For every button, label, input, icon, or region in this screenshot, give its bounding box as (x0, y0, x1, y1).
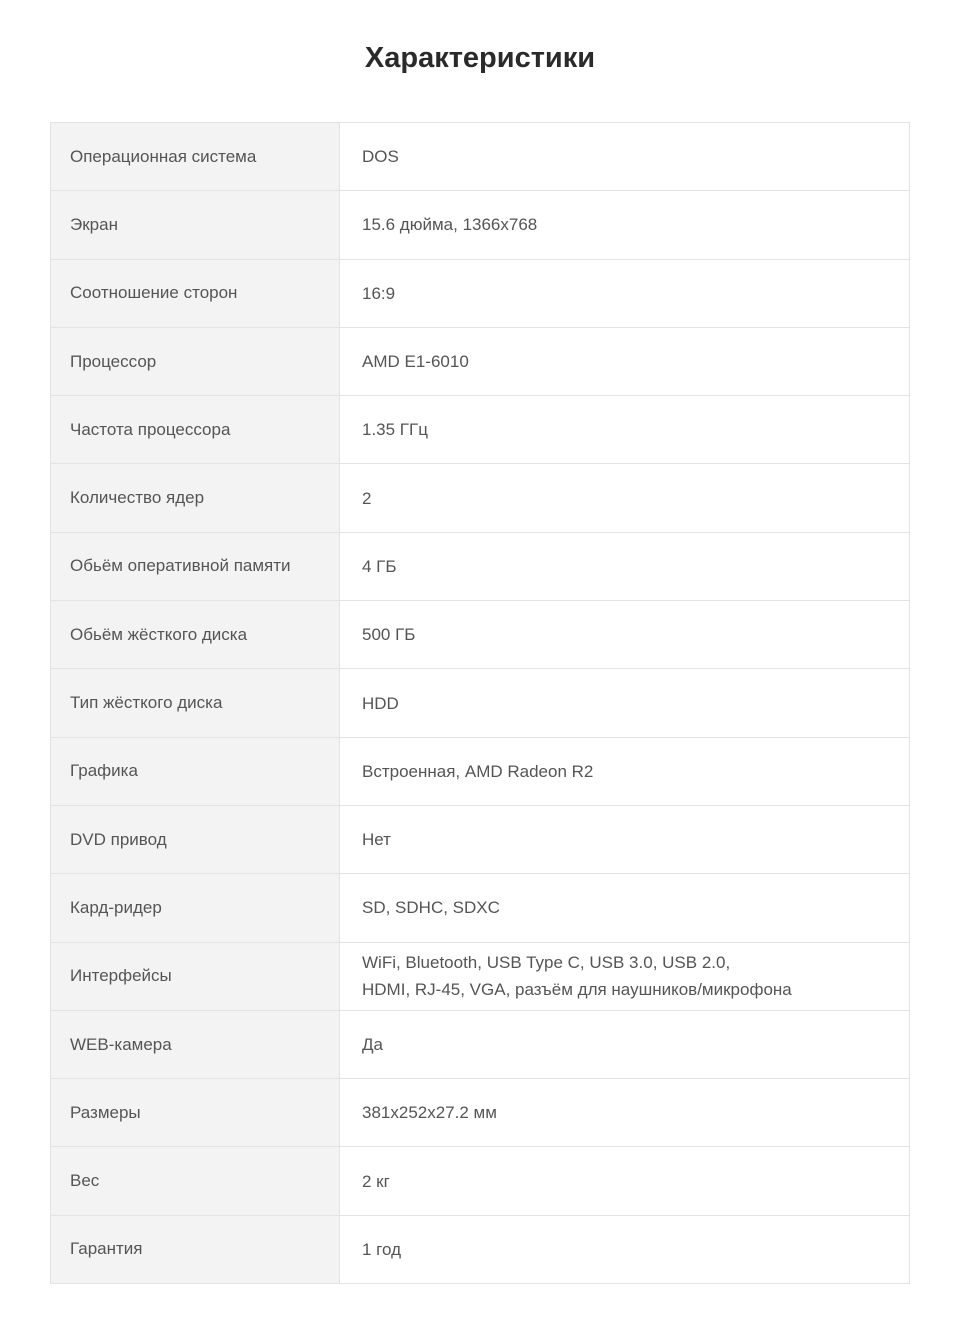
spec-row-processor (51, 328, 909, 396)
spec-row-dimensions (51, 1079, 909, 1147)
spec-label: Интерфейсы (51, 943, 340, 1010)
spec-label: Обьём жёсткого диска (51, 601, 340, 668)
spec-row-weight (51, 1147, 909, 1215)
spec-value: 1 год (362, 1239, 402, 1259)
spec-row-aspect-ratio (51, 260, 909, 328)
spec-row-cores (51, 464, 909, 532)
spec-label: Количество ядер (51, 464, 340, 531)
spec-value: Встроенная, AMD Radeon R2 (362, 761, 594, 781)
spec-label: WEB-камера (51, 1011, 340, 1078)
spec-label: DVD привод (51, 806, 340, 873)
spec-label: Кард-ридер (51, 874, 340, 941)
spec-value: Нет (362, 830, 391, 850)
spec-row-screen (51, 191, 909, 259)
spec-row-os (51, 123, 909, 191)
spec-value: 16:9 (362, 283, 396, 303)
spec-row-graphics (51, 738, 909, 806)
spec-label: Экран (51, 191, 340, 258)
spec-value: 1.35 ГГц (362, 420, 428, 440)
spec-label: Размеры (51, 1079, 340, 1146)
spec-label: Обьём оперативной памяти (51, 533, 340, 600)
spec-row-disk-size (51, 601, 909, 669)
spec-value: 15.6 дюйма, 1366х768 (362, 215, 538, 235)
spec-value: 2 кг (362, 1171, 390, 1191)
spec-label: Операционная система (51, 123, 340, 190)
spec-row-dvd (51, 806, 909, 874)
spec-label: Графика (51, 738, 340, 805)
spec-value: DOS (362, 147, 399, 167)
spec-value: Да (362, 1035, 383, 1054)
spec-value: WiFi, Bluetooth, USB Type C, USB 3.0, USB 2.0, HDMI, RJ-45, VGA, разъём для наушников/микрофона (362, 953, 792, 1000)
spec-row-card-reader (51, 874, 909, 942)
spec-value: 2 (362, 488, 372, 508)
spec-value: HDD (362, 693, 399, 713)
spec-value: 500 ГБ (362, 625, 416, 645)
spec-label: Процессор (51, 328, 340, 395)
spec-label: Вес (51, 1147, 340, 1214)
spec-value: 381x252x27.2 мм (362, 1103, 497, 1123)
spec-table (50, 122, 910, 1284)
spec-row-disk-type (51, 669, 909, 737)
spec-row-cpu-frequency (51, 396, 909, 464)
spec-label: Соотношение сторон (51, 260, 340, 327)
spec-label: Гарантия (51, 1216, 340, 1283)
page-title: Характеристики (364, 42, 596, 74)
spec-value: AMD E1-6010 (362, 352, 469, 372)
spec-label: Тип жёсткого диска (51, 669, 340, 736)
spec-row-webcam (51, 1011, 909, 1079)
spec-row-interfaces (51, 943, 909, 1011)
spec-row-ram (51, 533, 909, 601)
spec-value: 4 ГБ (362, 556, 397, 576)
spec-value: SD, SDHC, SDXC (362, 898, 500, 918)
spec-label: Частота процессора (51, 396, 340, 463)
spec-row-warranty (51, 1216, 909, 1284)
